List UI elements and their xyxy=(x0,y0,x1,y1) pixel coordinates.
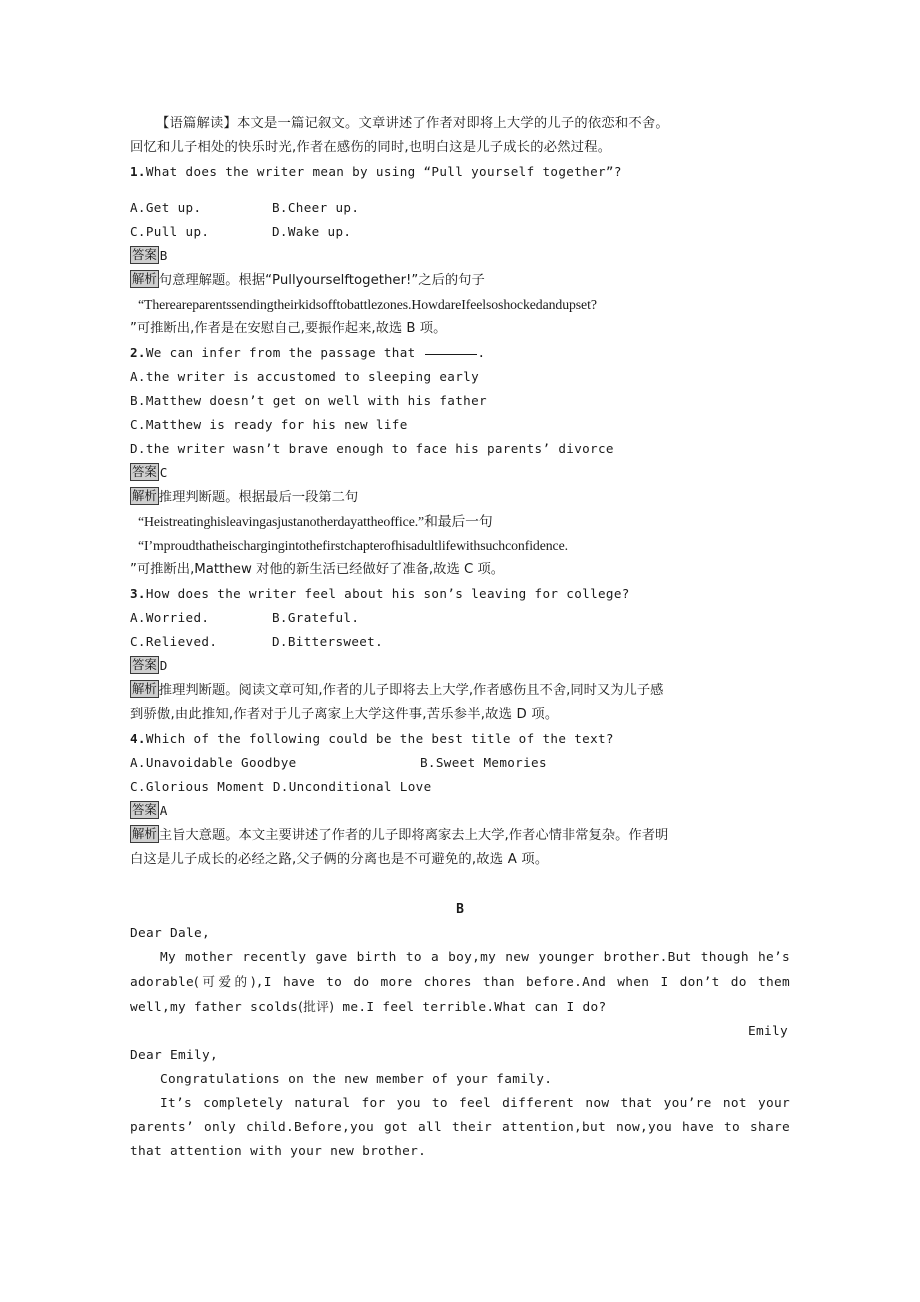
question-3-stem xyxy=(130,582,790,606)
question-3-analysis xyxy=(130,678,790,703)
question-2-options-row-4 xyxy=(130,437,790,461)
question-1-analysis-quote: “Thereareparentssendingtheirkidsofftobattlezones.HowdareIfeelsoshockedandupset? xyxy=(138,297,597,312)
letter-1-body-part1: My mother recently gave birth to a boy,my new younger brother.But though he’s adorable xyxy=(130,950,790,990)
question-2-stem xyxy=(130,341,790,365)
question-2-analysis xyxy=(130,485,790,510)
question-4-answer-line xyxy=(130,799,790,823)
question-2-number: 2. xyxy=(130,345,146,360)
question-2-analysis-lead: 推理判断题。根据最后一段第二句 xyxy=(158,490,359,505)
question-2-analysis-quote-2: “I’mproudthatheischargingintothefirstchapterofhisadultlifewithsuchconfidence. xyxy=(138,538,568,553)
spacer xyxy=(130,184,790,196)
question-4-option-a[interactable]: A.Unavoidable Goodbye xyxy=(130,755,297,770)
question-4-analysis-line1: 主旨大意题。本文主要讲述了作者的儿子即将离家去上大学,作者心情非常复杂。作者明 xyxy=(158,828,669,843)
question-2-analysis-quote-1: “Heistreatinghisleavingasjustanotherdayattheoffice.”和最后一句 xyxy=(138,514,493,529)
question-4-options-row-2 xyxy=(130,775,790,799)
question-3-number: 3. xyxy=(130,586,146,601)
question-1-option-d[interactable]: D.Wake up. xyxy=(272,224,352,239)
passage-analysis-line1 xyxy=(130,112,790,136)
question-1-answer-line xyxy=(130,244,790,268)
question-2-options-row-3 xyxy=(130,413,790,437)
answer-badge: 答案 xyxy=(132,247,157,262)
letter-2-paragraph-1: Congratulations on the new member of your family. xyxy=(160,1072,553,1087)
question-3-option-b[interactable]: B.Grateful. xyxy=(272,610,360,625)
question-3-option-a[interactable]: A.Worried. xyxy=(130,610,210,625)
analysis-badge: 解析 xyxy=(132,488,157,503)
question-2-analysis-tail: ”可推断出,Matthew 对他的新生活已经做好了准备,故选 C 项。 xyxy=(130,562,505,577)
passage-analysis-line2: 回忆和儿子相处的快乐时光,作者在感伤的同时,也明白这是儿子成长的必然过程。 xyxy=(130,140,612,155)
passage-analysis-tag: 【语篇解读】 xyxy=(156,116,237,131)
question-1-text: What does the writer mean by using “Pull yourself together”? xyxy=(145,164,622,179)
question-3-option-d[interactable]: D.Bittersweet. xyxy=(272,634,384,649)
letter-1-body xyxy=(130,946,790,1020)
question-2-answer-value: C xyxy=(159,465,168,480)
question-3-answer-line xyxy=(130,654,790,678)
section-b-heading: B xyxy=(456,902,464,917)
question-1-option-b[interactable]: B.Cheer up. xyxy=(272,200,360,215)
question-4-analysis xyxy=(130,823,790,848)
analysis-badge: 解析 xyxy=(132,681,157,696)
question-1-option-a[interactable]: A.Get up. xyxy=(130,200,202,215)
question-4-answer-value: A xyxy=(159,803,168,818)
letter-2-paragraph-2: It’s completely natural for you to feel different now that you’re not your parents’ only child.Before,you got all their attention,but now,you have to share that attention with your new brother. xyxy=(130,1096,790,1159)
letter-1-body-part2: ,I have to do more chores than before.And when I don’t do them well,my father scolds xyxy=(130,975,790,1015)
question-1-options-row-2 xyxy=(130,220,790,244)
question-3-options-row-1 xyxy=(130,606,790,630)
question-3-options-row-2 xyxy=(130,630,790,654)
question-3-option-c[interactable]: C.Relieved. xyxy=(130,634,218,649)
letter-2-salutation: Dear Emily, xyxy=(130,1048,219,1063)
passage-analysis-text1: 本文是一篇记叙文。文章讲述了作者对即将上大学的儿子的依恋和不舍。 xyxy=(236,116,669,131)
question-4-option-b[interactable]: B.Sweet Memories xyxy=(420,755,547,770)
question-2-answer-line xyxy=(130,461,790,485)
question-4-number: 4. xyxy=(130,731,146,746)
question-3-answer-value: D xyxy=(159,658,168,673)
question-2-blank[interactable] xyxy=(425,354,477,355)
question-2-text-after: . xyxy=(477,345,486,360)
question-2-option-d[interactable]: D.the writer wasn’t brave enough to face his parents’ divorce xyxy=(130,441,614,456)
question-1-number: 1. xyxy=(130,164,146,179)
question-3-analysis-line2: 到骄傲,由此推知,作者对于儿子离家上大学这件事,苦乐参半,故选 D 项。 xyxy=(130,707,559,722)
question-1-answer-value: B xyxy=(159,248,168,263)
question-1-analysis xyxy=(130,268,790,293)
letter-1-gloss-scolds: (批评) xyxy=(298,999,335,1014)
question-3-text: How does the writer feel about his son’s leaving for college? xyxy=(145,586,630,601)
passage-analysis-block xyxy=(130,112,790,160)
question-4-analysis-line2: 白这是儿子成长的必经之路,父子俩的分离也是不可避免的,故选 A 项。 xyxy=(130,852,549,867)
question-3-analysis-line1: 推理判断题。阅读文章可知,作者的儿子即将去上大学,作者感伤且不舍,同时又为儿子感 xyxy=(158,683,664,698)
letter-1-body-part3: me.I feel terrible.What can I do? xyxy=(334,1000,607,1015)
question-1-option-c[interactable]: C.Pull up. xyxy=(130,224,210,239)
letter-1-signature: Emily xyxy=(747,1024,788,1039)
question-1-analysis-lead: 句意理解题。根据“Pullyourselftogether!”之后的句子 xyxy=(158,273,485,288)
answer-badge: 答案 xyxy=(132,802,157,817)
question-2-options-row-2 xyxy=(130,389,790,413)
question-2-option-c[interactable]: C.Matthew is ready for his new life xyxy=(130,417,408,432)
question-4-option-d[interactable]: D.Unconditional Love xyxy=(272,779,432,794)
question-4-stem xyxy=(130,727,790,751)
question-4-text: Which of the following could be the best title of the text? xyxy=(145,731,614,746)
question-1-options-row-1 xyxy=(130,196,790,220)
question-2-options-row-1 xyxy=(130,365,790,389)
letter-1-gloss-adorable: (可爱的) xyxy=(194,974,256,989)
question-2-option-a[interactable]: A.the writer is accustomed to sleeping early xyxy=(130,369,480,384)
page-content xyxy=(130,112,790,1164)
question-2-option-b[interactable]: B.Matthew doesn’t get on well with his father xyxy=(130,393,487,408)
question-4-options-row-1 xyxy=(130,751,790,775)
answer-badge: 答案 xyxy=(132,657,157,672)
question-1-stem xyxy=(130,160,790,184)
question-2-text: We can infer from the passage that xyxy=(145,345,424,360)
answer-badge: 答案 xyxy=(132,464,157,479)
analysis-badge: 解析 xyxy=(132,826,157,841)
analysis-badge: 解析 xyxy=(132,271,157,286)
question-4-option-c[interactable]: C.Glorious Moment xyxy=(130,779,265,794)
letter-1-salutation: Dear Dale, xyxy=(130,926,211,941)
question-1-analysis-tail: ”可推断出,作者是在安慰自己,要振作起来,故选 B 项。 xyxy=(130,321,447,336)
